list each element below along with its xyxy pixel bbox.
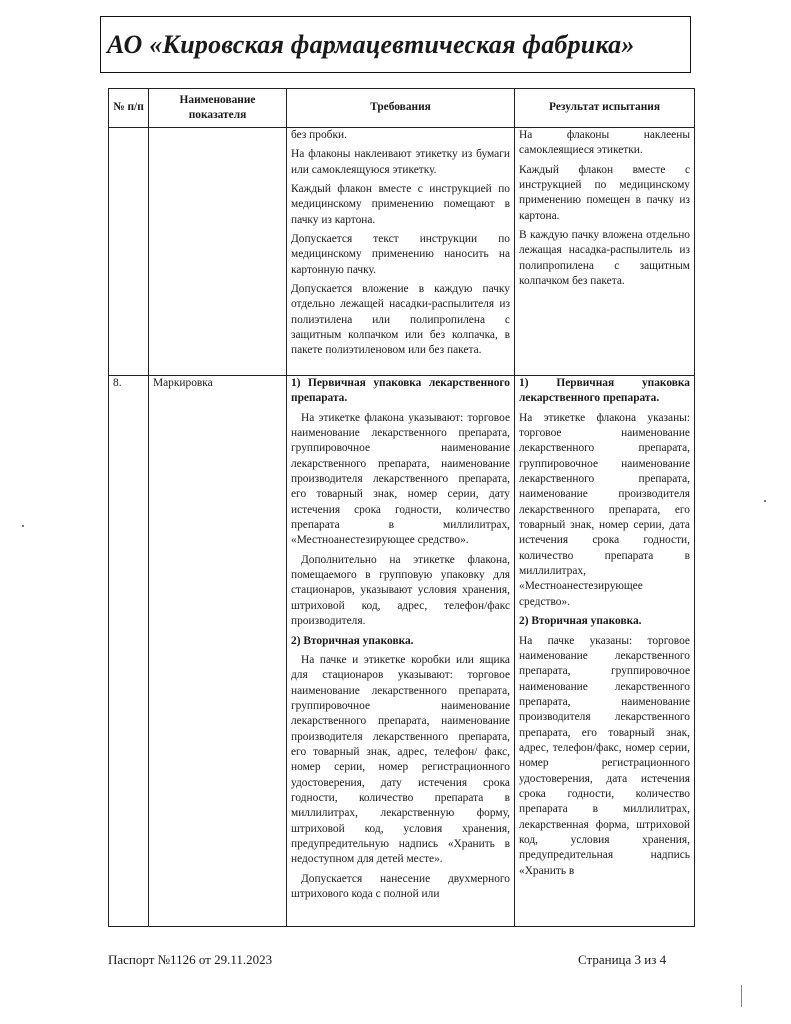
- header-name: Наименование показателя: [149, 89, 287, 128]
- requirements-cell: [287, 376, 515, 927]
- table-row: [109, 128, 695, 376]
- document-header: [100, 16, 691, 73]
- req-text: Допускается вложение в каждую пачку отдельно лежащей насадки-распылителя из полиэтилена или полипропилена с защитным колпачком или без колпачка, в пакете полиэтиленовом или без пакета.: [291, 283, 510, 357]
- res-text: На флаконы наклеены самоклеящиеся этикетки.: [519, 129, 690, 157]
- company-title: АО «Кировская фармацевтическая фабрика»: [107, 29, 635, 59]
- req-text: На флаконы наклеивают этикетку из бумаги или самоклеящуюся этикетку.: [291, 148, 510, 176]
- req-text: Каждый флакон вместе с инструкцией по медицинскому применению помещают в пачку из картона.: [291, 183, 510, 226]
- row-indicator: [149, 128, 287, 376]
- res-text: На этикетке флакона указаны: торговое наименование лекарственного препарата, группировочное наименование лекарственного препарата, наименование производителя лекарственного препарата, его товарный знак, номер серии, дата истечения срока годности, количество препарата в миллилитрах, «Местноанестезирующее средство».: [519, 411, 690, 608]
- row-num: [109, 128, 149, 376]
- header-num: № п/п: [109, 89, 149, 128]
- req-text: без пробки.: [291, 129, 347, 141]
- req-text: На этикетке флакона указывают: торговое наименование лекарственного препарата, группировочное наименование лекарственного препарата, наименование производителя лекарственного препарата, его товарный знак, номер серии, дату истечения срока годности, количество препарата в миллилитрах, «Местноанестезирующее средство».: [291, 411, 510, 547]
- specification-table: [108, 88, 695, 927]
- row-indicator: Маркировка: [149, 376, 287, 927]
- scan-mark: [741, 985, 742, 1007]
- res-text: Каждый флакон вместе с инструкцией по медицинскому применению помещен в пачку из картона.: [519, 163, 690, 222]
- req-text: Допускается нанесение двухмерного штрихового кода с полной или: [291, 872, 510, 900]
- requirements-cell: [287, 128, 515, 376]
- header-requirements: Требования: [287, 89, 515, 128]
- table-header-row: [109, 89, 695, 128]
- row-num: 8.: [109, 376, 149, 927]
- req-heading: 1) Первичная упаковка лекарственного препарата.: [291, 377, 510, 405]
- header-result: Результат испытания: [515, 89, 695, 128]
- scan-speck: [22, 525, 24, 527]
- req-text: Допускается текст инструкции по медицинскому применению наносить на картонную пачку.: [291, 233, 510, 276]
- res-heading: 2) Вторичная упаковка.: [519, 615, 642, 628]
- req-heading: 2) Вторичная упаковка.: [291, 634, 414, 647]
- result-cell: [515, 128, 695, 376]
- res-text: В каждую пачку вложена отдельно лежащая насадка-распылитель из полипропилена с защитным колпачком без пакета.: [519, 229, 690, 288]
- req-text: На пачке и этикетке коробки или ящика для стационаров указывают: торговое наименование лекарственного препарата, группировочное наименование лекарственного препарата, наименование производителя лекарственного препарата, его товарный знак, адрес, телефон/ факс, номер серии, номер регистрационного удостоверения, дату истечения срока годности, количество препарата в миллилитрах, лекарственную форму, штриховой код, условия хранения, предупредительную надпись «Хранить в недоступном для детей месте».: [291, 653, 510, 866]
- scan-speck: [764, 500, 766, 502]
- result-cell: [515, 376, 695, 927]
- table-row: [109, 376, 695, 927]
- req-text: Дополнительно на этикетке флакона, помещаемого в групповую упаковку для стационаров, указывают условия хранения, штриховой код, адрес, телефон/факс производителя.: [291, 553, 510, 628]
- res-text: На пачке указаны: торговое наименование лекарственного препарата, группировочное наименование лекарственного препарата, наименование производителя лекарственного препарата, его товарный знак, адрес, телефон/факс, номер серии, номер регистрационного удостоверения, дата истечения срока годности, количество препарата в миллилитрах, лекарственная форма, штриховой код, условия хранения, предупредительная надпись «Хранить в: [519, 634, 690, 877]
- page-number: Страница 3 из 4: [578, 952, 667, 967]
- passport-number: Паспорт №1126 от 29.11.2023: [108, 952, 273, 967]
- res-heading: 1) Первичная упаковка лекарственного препарата.: [519, 377, 690, 405]
